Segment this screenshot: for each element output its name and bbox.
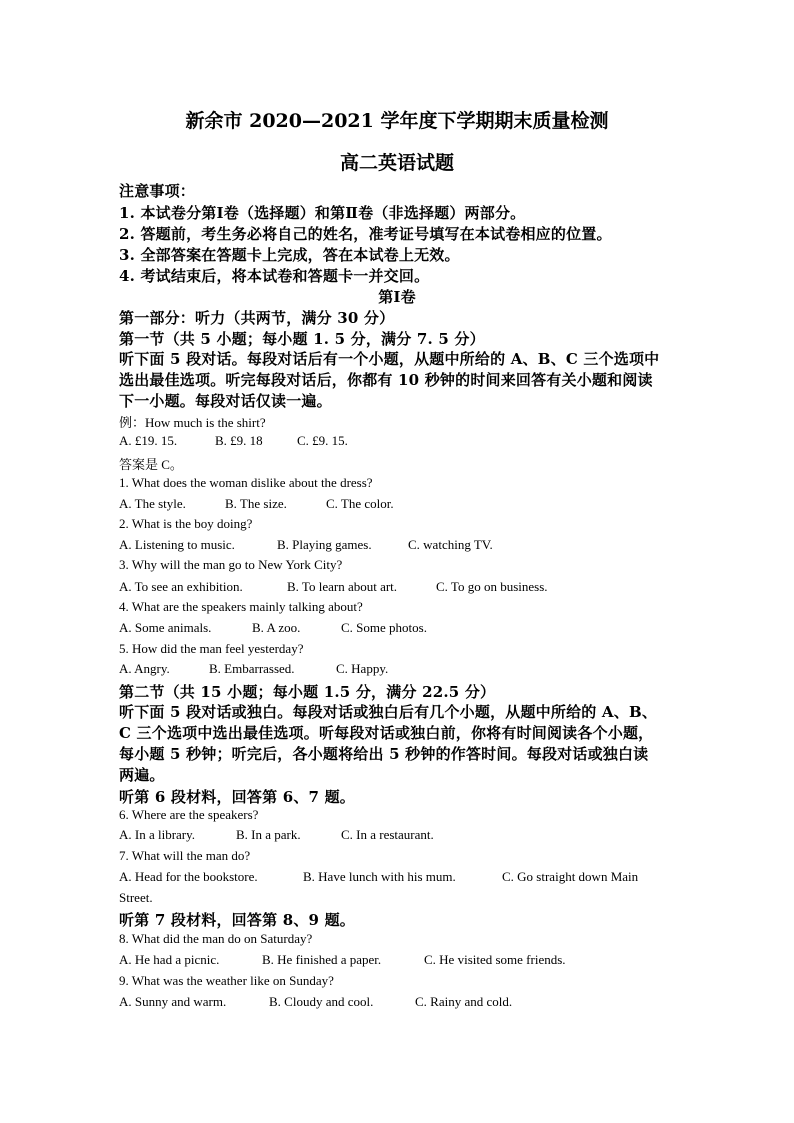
option-c: C. Go straight down Main: [502, 869, 639, 884]
option-a: A. Listening to music.: [119, 537, 235, 552]
material-heading: 听第 6 段材料，回答第 6、7 题。: [119, 788, 356, 806]
example-option-b: B. £9. 18: [215, 433, 263, 448]
part1-heading: 第一部分：听力（共两节，满分 30 分）: [119, 309, 395, 327]
note-item: 3. 全部答案在答题卡上完成，答在本试卷上无效。: [119, 246, 460, 264]
option-b: B. He finished a paper.: [262, 952, 382, 967]
volume-label: 第Ⅰ卷: [378, 288, 416, 306]
option-a: A. The style.: [119, 496, 186, 511]
note-item: 1. 本试卷分第Ⅰ卷（选择题）和第Ⅱ卷（非选择题）两部分。: [119, 204, 526, 222]
option-b: B. A zoo.: [252, 620, 301, 635]
example-option-c: C. £9. 15.: [297, 433, 348, 448]
section1-instruction: 下一小题。每段对话仅读一遍。: [119, 392, 332, 410]
option-c: C. Happy.: [336, 661, 389, 676]
option-c: C. In a restaurant.: [341, 827, 434, 842]
question-text: 3. Why will the man go to New York City?: [119, 557, 343, 572]
option-a: A. In a library.: [119, 827, 196, 842]
section1-instruction: 选出最佳选项。听完每段对话后，你都有 10 秒钟的时间来回答有关小题和阅读: [119, 371, 653, 389]
option-a: A. Head for the bookstore.: [119, 869, 258, 884]
example-option-a: A. £19. 15.: [119, 433, 178, 448]
option-b: B. Playing games.: [277, 537, 372, 552]
section2-instruction: 听下面 5 段对话或独白。每段对话或独白后有几个小题，从题中所给的 A、B、: [119, 703, 658, 721]
option-c: C. He visited some friends.: [424, 952, 566, 967]
option-c: C. watching TV.: [408, 537, 493, 552]
exam-title: 新余市 2020—2021 学年度下学期期末质量检测: [185, 110, 609, 132]
section2-instruction: C 三个选项中选出最佳选项。听每段对话或独白前，你将有时间阅读各个小题，: [119, 724, 654, 742]
section1-heading: 第一节（共 5 小题；每小题 1. 5 分，满分 7. 5 分）: [119, 330, 485, 348]
section1-instruction: 听下面 5 段对话。每段对话后有一个小题，从题中所给的 A、B、C 三个选项中: [119, 350, 660, 368]
option-c: C. Some photos.: [341, 620, 427, 635]
option-c: C. To go on business.: [436, 579, 548, 594]
option-c: C. Rainy and cold.: [415, 994, 513, 1009]
option-wrap: Street.: [119, 890, 153, 905]
option-b: B. In a park.: [236, 827, 301, 842]
section2-instruction: 每小题 5 秒钟；听完后，各小题将给出 5 秒钟的作答时间。每段对话或独白读: [119, 745, 649, 763]
question-text: 6. Where are the speakers?: [119, 807, 259, 822]
option-b: B. The size.: [225, 496, 287, 511]
option-b: B. Cloudy and cool.: [269, 994, 374, 1009]
exam-subtitle: 高二英语试题: [339, 152, 454, 174]
note-item: 4. 考试结束后，将本试卷和答题卡一并交回。: [119, 267, 430, 285]
question-text: 5. How did the man feel yesterday?: [119, 641, 304, 656]
option-b: B. To learn about art.: [287, 579, 398, 594]
option-c: C. The color.: [326, 496, 394, 511]
option-b: B. Embarrassed.: [209, 661, 295, 676]
option-a: A. To see an exhibition.: [119, 579, 243, 594]
option-a: A. He had a picnic.: [119, 952, 220, 967]
option-a: A. Sunny and warm.: [119, 994, 227, 1009]
question-text: 1. What does the woman dislike about the dress?: [119, 475, 373, 490]
question-text: 4. What are the speakers mainly talking about?: [119, 599, 363, 614]
question-text: 8. What did the man do on Saturday?: [119, 931, 313, 946]
example-answer: 答案是 C。: [119, 457, 183, 472]
question-text: 7. What will the man do?: [119, 848, 251, 863]
option-a: A. Angry.: [119, 661, 170, 676]
example-question: 例：How much is the shirt?: [119, 415, 266, 430]
note-item: 2. 答题前，考生务必将自己的姓名，准考证号填写在本试卷相应的位置。: [119, 225, 612, 243]
section2-instruction: 两遍。: [119, 766, 165, 784]
option-b: B. Have lunch with his mum.: [303, 869, 456, 884]
section2-heading: 第二节（共 15 小题；每小题 1.5 分，满分 22.5 分）: [119, 683, 496, 701]
material-heading: 听第 7 段材料，回答第 8、9 题。: [119, 911, 356, 929]
option-a: A. Some animals.: [119, 620, 212, 635]
question-text: 9. What was the weather like on Sunday?: [119, 973, 334, 988]
notes-heading: 注意事项：: [119, 182, 196, 200]
question-text: 2. What is the boy doing?: [119, 516, 253, 531]
